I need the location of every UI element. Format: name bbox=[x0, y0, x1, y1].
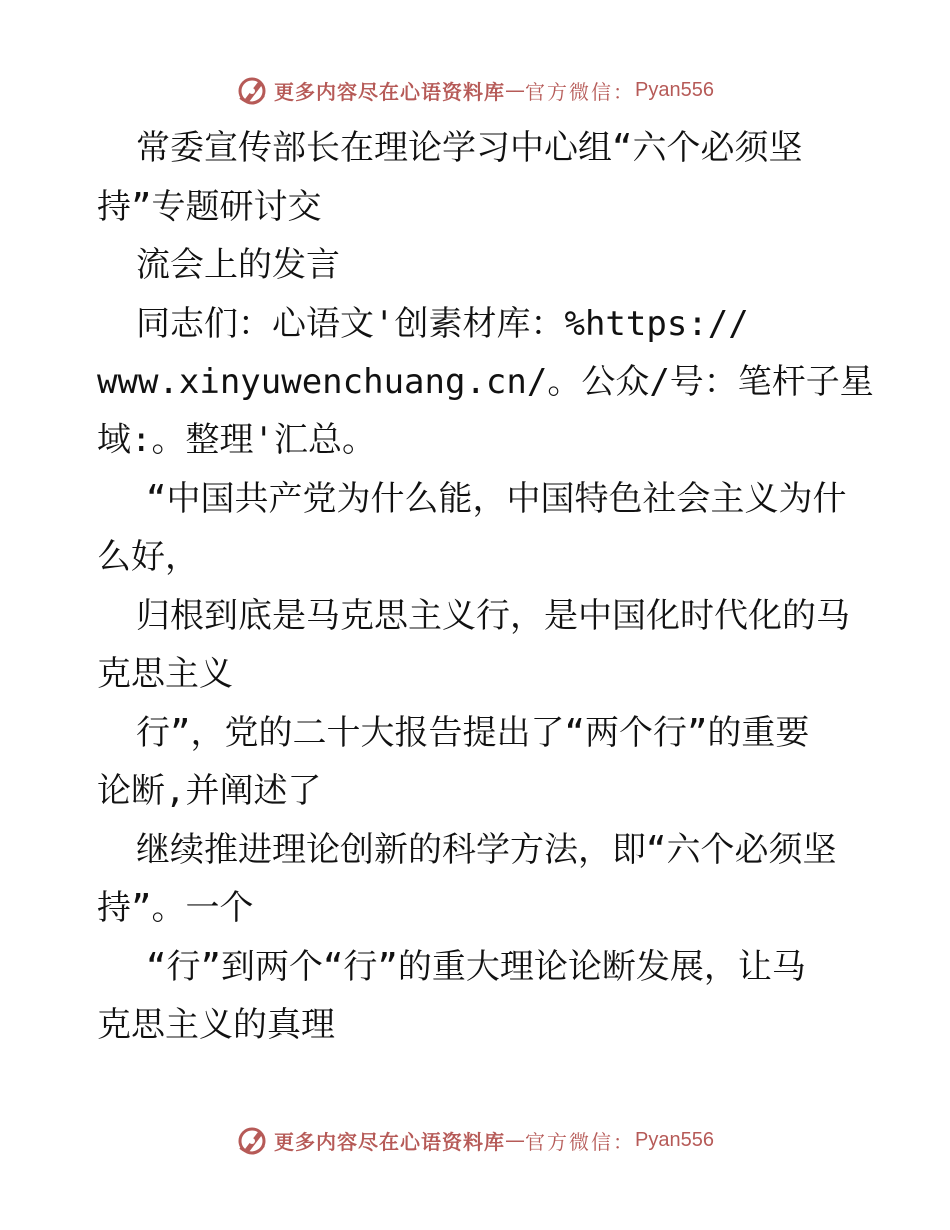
banner-dash: — bbox=[505, 78, 526, 102]
body-line-2: 持”专题研讨交 bbox=[97, 187, 322, 227]
pen-circle-logo-icon bbox=[236, 74, 268, 106]
body-line-12: 论断,并阐述了 bbox=[97, 771, 322, 811]
body-line-6: 域:。整理'汇总。 bbox=[97, 420, 376, 460]
body-line-14: 持”。一个 bbox=[97, 888, 254, 928]
body-line-8: 么好， bbox=[97, 537, 199, 577]
footer-banner-wechat-id: Pyan556 bbox=[635, 1128, 714, 1151]
body-line-7: “中国共产党为什么能，中国特色社会主义为什 bbox=[146, 479, 847, 519]
footer-banner-title: 更多内容尽在心语资料库 bbox=[274, 1129, 506, 1154]
banner-wechat-label: 官方微信： bbox=[525, 79, 636, 104]
pen-circle-logo-icon bbox=[236, 1124, 268, 1156]
body-line-9: 归根到底是马克思主义行，是中国化时代化的马 bbox=[136, 596, 850, 636]
body-line-16: 克思主义的真理 bbox=[97, 1005, 335, 1045]
body-line-1: 常委宣传部长在理论学习中心组“六个必须坚 bbox=[136, 128, 803, 168]
header-banner bbox=[0, 70, 950, 110]
banner-wechat-id: Pyan556 bbox=[635, 78, 714, 101]
body-line-10: 克思主义 bbox=[97, 654, 233, 694]
body-line-11: 行”，党的二十大报告提出了“两个行”的重要 bbox=[136, 713, 810, 753]
body-line-15: “行”到两个“行”的重大理论论断发展，让马 bbox=[146, 947, 806, 987]
footer-banner-dash: — bbox=[505, 1128, 526, 1152]
body-line-13: 继续推进理论创新的科学方法，即“六个必须坚 bbox=[136, 830, 837, 870]
footer-banner bbox=[0, 1120, 950, 1160]
body-line-4: 同志们：心语文'创素材库：%https:// bbox=[136, 304, 749, 344]
body-line-5: www.xinyuwenchuang.cn/。公众/号：笔杆子星 bbox=[97, 362, 874, 402]
footer-banner-wechat-label: 官方微信： bbox=[525, 1129, 636, 1154]
body-line-3: 流会上的发言 bbox=[136, 245, 340, 285]
banner-title: 更多内容尽在心语资料库 bbox=[274, 79, 506, 104]
